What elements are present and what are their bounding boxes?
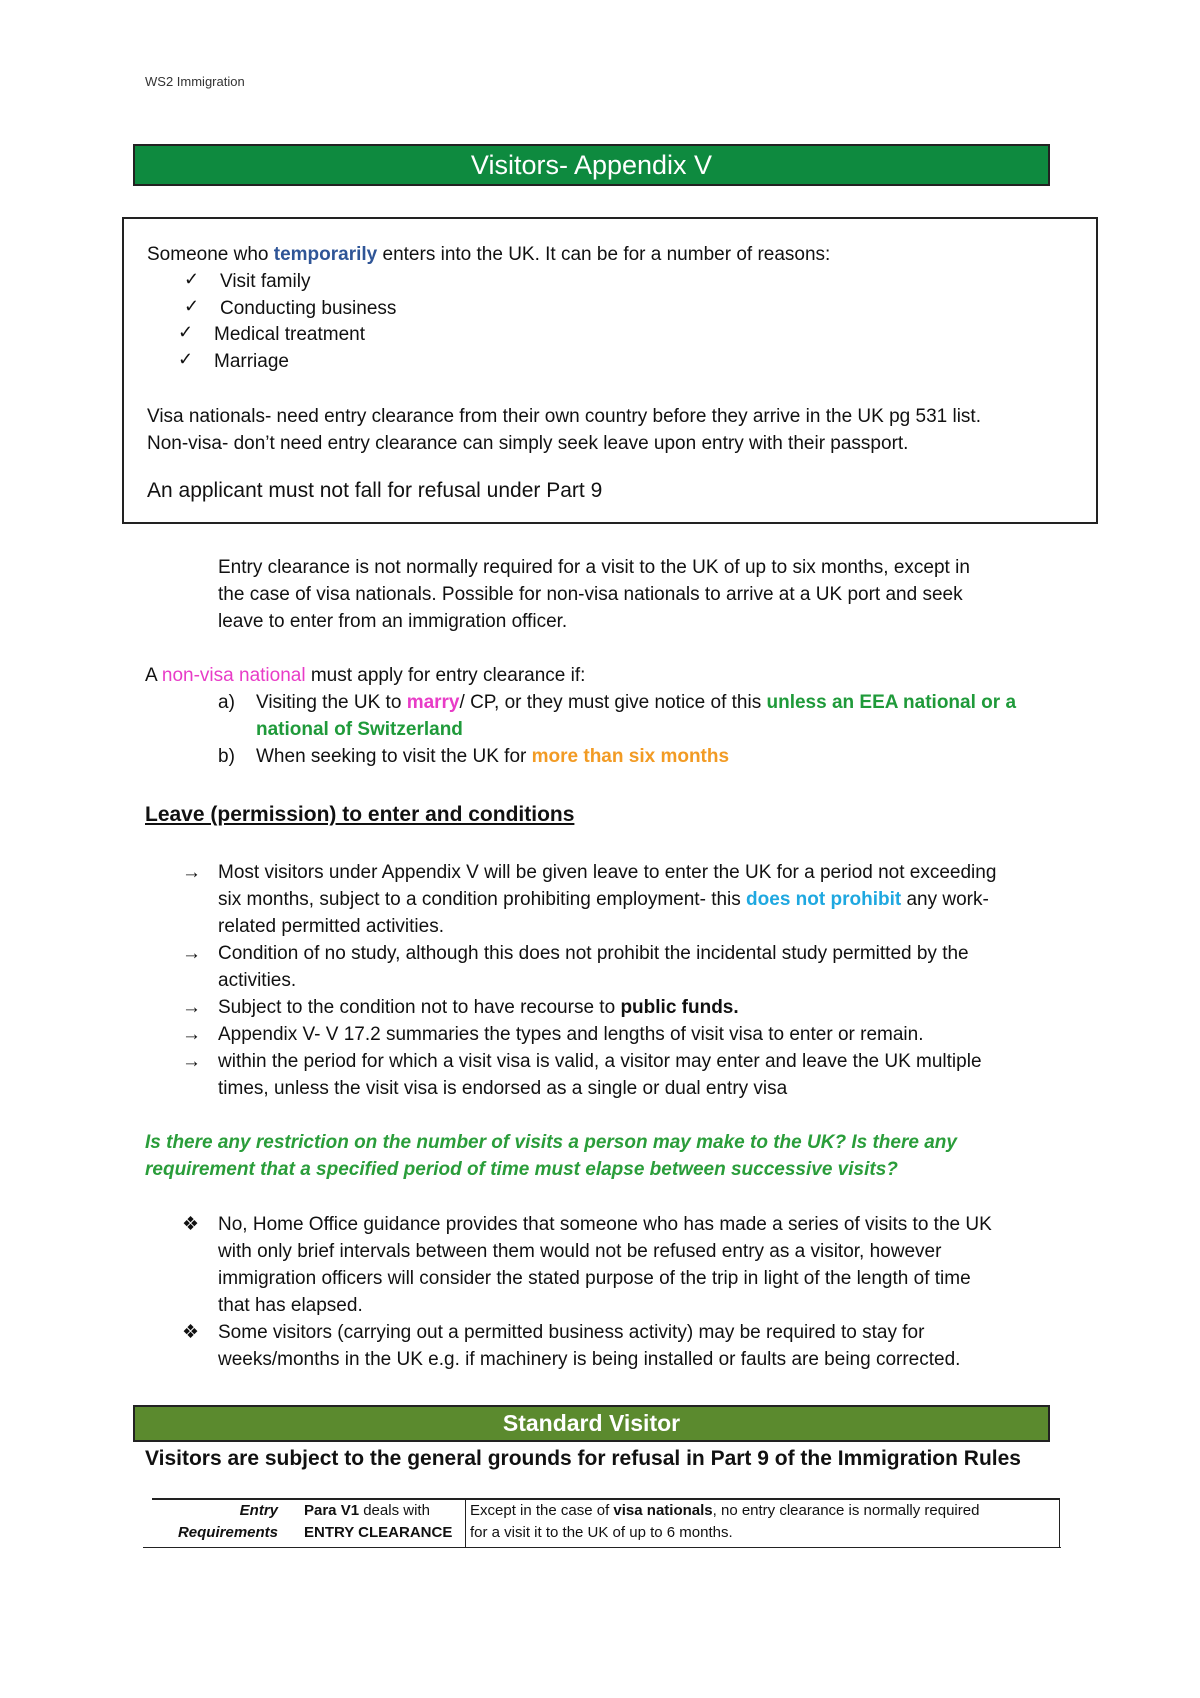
arrow-icon: → xyxy=(182,1024,201,1045)
table-right-border xyxy=(1059,1500,1060,1547)
leave-bullet-text: activities. xyxy=(218,970,297,991)
table-cell xyxy=(304,1500,430,1522)
refusal-heading: An applicant must not fall for refusal under Part 9 xyxy=(147,479,603,502)
leave-bullet-text xyxy=(218,994,739,1021)
visa-nationals-bold: visa nationals xyxy=(613,1502,713,1519)
answer-line: weeks/months in the UK e.g. if machinery is being installed or faults are being corrected. xyxy=(218,1349,961,1370)
arrow-icon: → xyxy=(182,943,201,964)
arrow-icon: → xyxy=(182,997,201,1018)
table-divider xyxy=(465,1500,466,1547)
diamond-bullet-icon: ❖ xyxy=(182,1322,200,1343)
col3-prefix: Except in the case of xyxy=(470,1502,614,1519)
question-line: requirement that a specified period of time must elapse between successive visits? xyxy=(145,1159,898,1180)
check-icon: ✓ xyxy=(178,349,194,369)
checklist-item: Conducting business xyxy=(220,298,397,319)
list-marker: a) xyxy=(218,692,235,713)
table-label: Requirements xyxy=(177,1524,278,1541)
banner2-title: Standard Visitor xyxy=(502,1410,681,1436)
para-v1-rest: deals with xyxy=(359,1502,430,1519)
leave-bullet-text: times, unless the visit visa is endorsed as a single or dual entry visa xyxy=(218,1078,788,1099)
table-cell xyxy=(470,1500,979,1522)
arrow-icon: → xyxy=(182,1051,201,1072)
six-months-highlight: more than six months xyxy=(531,746,730,767)
visa-nationals-text: Visa nationals- need entry clearance from their own country before they arrive in the UK pg 531 list. xyxy=(147,406,981,427)
diamond-bullet-icon: ❖ xyxy=(182,1214,200,1235)
non-visa-prefix: A xyxy=(145,665,162,686)
list-item-a xyxy=(256,689,1016,716)
entry-para-line: Entry clearance is not normally required for a visit to the UK of up to six months, except in xyxy=(218,557,970,578)
answer-line: No, Home Office guidance provides that someone who has made a series of visits to the UK xyxy=(218,1214,992,1235)
checklist-item: Marriage xyxy=(214,351,289,372)
intro-suffix: enters into the UK. It can be for a number of reasons: xyxy=(377,244,831,265)
b1-suffix: any work- xyxy=(901,889,989,910)
does-not-prohibit-highlight: does not prohibit xyxy=(746,889,902,910)
col3-suffix: , no entry clearance is normally required xyxy=(712,1502,980,1519)
leave-bullet-text: Most visitors under Appendix V will be given leave to enter the UK for a period not exceeding xyxy=(218,862,997,883)
item-b-prefix: When seeking to visit the UK for xyxy=(256,746,532,767)
leave-bullet-text: Appendix V- V 17.2 summaries the types and lengths of visit visa to enter or remain. xyxy=(218,1024,924,1045)
switzerland-highlight: national of Switzerland xyxy=(256,719,463,740)
leave-bullet-text: Condition of no study, although this does not prohibit the incidental study permitted by the xyxy=(218,943,969,964)
b3-prefix: Subject to the condition not to have recourse to xyxy=(218,997,621,1018)
list-item-b xyxy=(256,743,729,770)
check-icon: ✓ xyxy=(184,296,200,316)
leave-bullet-text: related permitted activities. xyxy=(218,916,444,937)
leave-bullet-text: within the period for which a visit visa is valid, a visitor may enter and leave the UK multiple xyxy=(218,1051,982,1072)
answer-line: Some visitors (carrying out a permitted business activity) may be required to stay for xyxy=(218,1322,925,1343)
general-grounds-heading: Visitors are subject to the general grounds for refusal in Part 9 of the Immigration Rules xyxy=(145,1447,1021,1470)
para-v1-bold: Para V1 xyxy=(304,1502,360,1519)
answer-line: immigration officers will consider the stated purpose of the trip in light of the length of time xyxy=(218,1268,971,1289)
check-icon: ✓ xyxy=(178,322,194,342)
marry-highlight: marry xyxy=(406,692,460,713)
non-visa-highlight: non-visa national xyxy=(161,665,306,686)
list-marker: b) xyxy=(218,746,235,767)
check-icon: ✓ xyxy=(184,269,200,289)
checklist-item: Visit family xyxy=(220,271,311,292)
checklist-item: Medical treatment xyxy=(214,324,366,345)
table-label: Entry xyxy=(239,1502,278,1519)
temporarily-highlight: temporarily xyxy=(273,244,378,265)
standard-visitor-banner xyxy=(133,1405,1050,1442)
arrow-icon: → xyxy=(182,862,201,883)
answer-line: that has elapsed. xyxy=(218,1295,363,1316)
title-banner xyxy=(133,144,1050,186)
running-header: WS2 Immigration xyxy=(145,74,245,89)
b1-prefix: six months, subject to a condition prohibiting employment- this xyxy=(218,889,747,910)
table-bottom-rule xyxy=(143,1547,1061,1548)
non-visa-suffix: must apply for entry clearance if: xyxy=(305,665,586,686)
leave-heading: Leave (permission) to enter and conditions xyxy=(145,803,575,826)
public-funds-bold: public funds. xyxy=(620,997,739,1018)
item-a-prefix: Visiting the UK to xyxy=(256,692,407,713)
leave-bullet-text xyxy=(218,886,989,913)
item-a-middle: / CP, or they must give notice of this xyxy=(459,692,767,713)
eea-highlight: unless an EEA national or a xyxy=(766,692,1017,713)
entry-para-line: leave to enter from an immigration officer. xyxy=(218,611,568,632)
intro-prefix: Someone who xyxy=(147,244,274,265)
non-visa-text: Non-visa- don’t need entry clearance can simply seek leave upon entry with their passport. xyxy=(147,433,909,454)
non-visa-intro xyxy=(145,662,585,689)
banner-title: Visitors- Appendix V xyxy=(470,149,713,180)
intro-line xyxy=(147,241,830,268)
intro-box xyxy=(122,217,1098,524)
answer-line: with only brief intervals between them would not be refused entry as a visitor, however xyxy=(218,1241,942,1262)
question-line: Is there any restriction on the number of visits a person may make to the UK? Is there any xyxy=(145,1132,957,1153)
entry-para-line: the case of visa nationals. Possible for non-visa nationals to arrive at a UK port and seek xyxy=(218,584,963,605)
table-cell: ENTRY CLEARANCE xyxy=(304,1524,453,1541)
table-cell: for a visit it to the UK of up to 6 months. xyxy=(470,1524,733,1541)
